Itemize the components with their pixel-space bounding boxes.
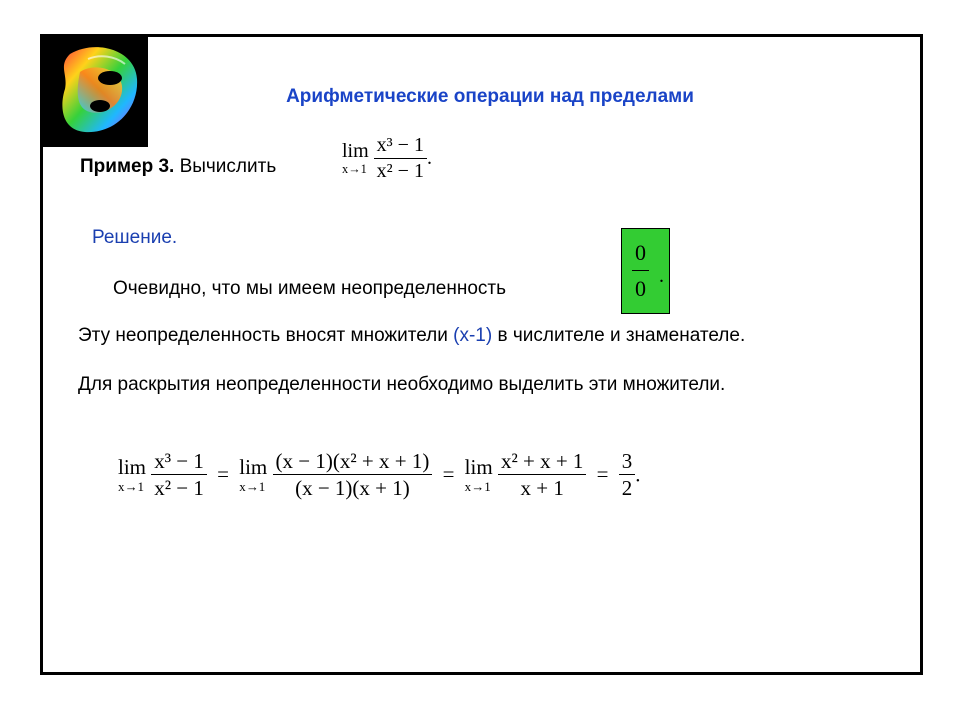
- chain-denominator-3: x + 1: [520, 476, 564, 501]
- example-fraction: [374, 133, 427, 184]
- example-label: Пример 3.: [80, 156, 175, 177]
- lim-subscript: x→1: [118, 478, 145, 494]
- factors-paren: (x-1): [453, 325, 493, 346]
- example-formula: lim x→1 $\frac{\text{x³ − 1}}{\text{x² − 1}}$ .: [342, 134, 432, 182]
- chain-fraction-2: [273, 448, 433, 502]
- factors-before: Эту неопределенность вносят множители: [78, 325, 448, 346]
- limit-operator: [342, 141, 369, 175]
- result-numerator: 3: [619, 448, 636, 475]
- zero-over-zero: [632, 235, 649, 306]
- example-text: Вычислить: [179, 156, 277, 177]
- zero-numerator: 0: [632, 235, 649, 271]
- chain-denominator-1: x² − 1: [154, 476, 204, 501]
- result-fraction: [619, 448, 636, 502]
- torus-logo-icon: [40, 34, 148, 147]
- example-numerator: x³ − 1: [374, 133, 427, 159]
- lim-label: lim: [342, 140, 369, 163]
- chain-numerator-3: x² + x + 1: [498, 448, 586, 475]
- factors-sentence: [78, 325, 745, 347]
- chain-numerator-1: x³ − 1: [151, 448, 207, 475]
- chain-fraction-3: [498, 448, 586, 502]
- equals-sign: =: [442, 462, 455, 487]
- example-denominator: x² − 1: [376, 160, 424, 182]
- lim-label: lim: [239, 454, 268, 479]
- example-heading: [80, 156, 276, 178]
- slide-title: Арифметические операции над пределами: [286, 86, 694, 107]
- lim-subscript: x→1: [464, 478, 491, 494]
- lim-label: lim: [464, 454, 493, 479]
- zero-denominator: 0: [635, 276, 646, 302]
- chain-denominator-2: (x − 1)(x + 1): [295, 476, 410, 501]
- obvious-text: Очевидно, что мы имеем неопределенность: [113, 278, 506, 299]
- lim-subscript: x→1: [239, 478, 266, 494]
- limit-operator-3: [464, 454, 493, 494]
- factors-after: в числителе и знаменателе.: [497, 325, 746, 346]
- chain-numerator-2: (x − 1)(x² + x + 1): [273, 448, 433, 475]
- lim-subscript: x→1: [342, 162, 367, 177]
- result-denominator: 2: [621, 476, 633, 501]
- limit-operator-1: [118, 454, 147, 494]
- slide-frame: [40, 34, 923, 675]
- lim-label: lim: [118, 454, 147, 479]
- chain-fraction-1: [151, 448, 207, 502]
- equals-sign: =: [217, 462, 229, 487]
- equals-sign: =: [596, 462, 609, 487]
- solution-label: Решение.: [92, 227, 178, 248]
- reveal-sentence: Для раскрытия неопределенности необходимо выделить эти множители.: [78, 374, 726, 395]
- solution-chain-formula: lim x→1 $\frac{\text{x³ − 1}}{\text{x² − 1}}$ = lim x→1 $\frac{\text{(x − 1)(x² + x + 1)}}{(x - 1)(x + 1)}$ = lim x→1 $\frac{\text{x² + x + 1}}{x + 1}$ = $\frac{3}{2}$ .: [118, 449, 641, 501]
- limit-operator-2: [239, 454, 268, 494]
- indeterminate-box: $\frac{0}{0}$ .: [621, 228, 670, 314]
